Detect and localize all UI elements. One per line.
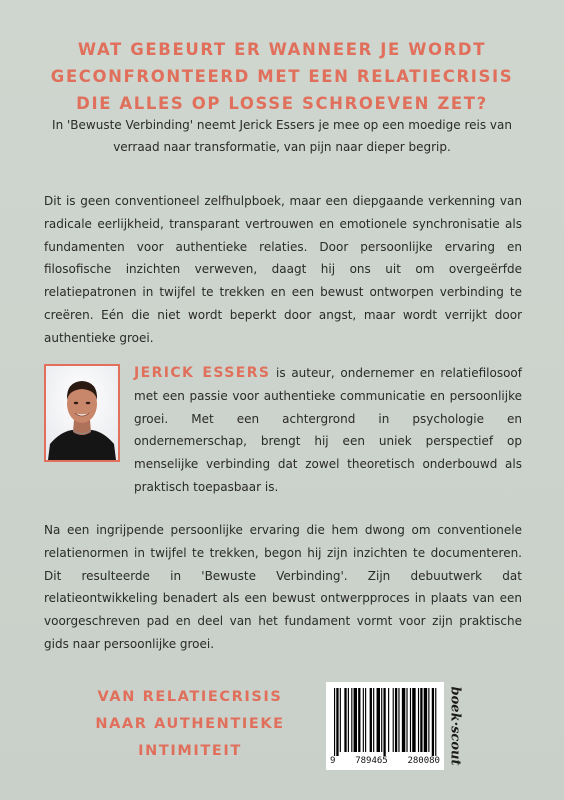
barcode-bar (370, 688, 372, 752)
barcode-bar (383, 688, 385, 756)
barcode-bar (351, 688, 352, 752)
isbn-digit-group: 789465 (355, 756, 388, 766)
barcode-bar (373, 688, 374, 752)
headline-line: WAT GEBEURT ER WANNEER JE WORDT (77, 40, 487, 59)
barcode-bar (344, 688, 346, 752)
author-bio-text: is auteur, ondernemer en relatiefilosoof met een passie voor authentieke communicatie en persoonlijke groei. Met een achtergrond in psychologie en ondernemerschap, brengt hij een uniek perspectief op menselijke verbinding dat zowel theoretisch onderbouwd als praktisch toepasbaar is. (134, 366, 522, 494)
barcode-bar (393, 688, 394, 752)
isbn-barcode (326, 682, 444, 770)
headline (0, 36, 564, 117)
intro-line: In 'Bewuste Verbinding' neemt Jerick Essers je mee op een moedige reis van (52, 118, 512, 132)
barcode-bar (420, 688, 422, 752)
author-photo (44, 364, 120, 462)
barcode-bar (388, 688, 389, 752)
publisher-name: boek·scout (447, 686, 463, 766)
barcode-bar (406, 688, 407, 752)
barcode-bar (354, 688, 357, 752)
barcode-bar (424, 688, 427, 752)
isbn-digit-group: 280080 (407, 756, 440, 766)
barcode-bar (377, 688, 380, 752)
barcode-bar (363, 688, 364, 752)
barcode-bar (410, 688, 411, 752)
background-paragraph: Na een ingrijpende persoonlijke ervaring die hem dwong om conventionele relatienormen in twijfel te trekken, begon hij zijn inzichten te documenteren. Dit resulteerde in 'Bewuste Verbinding'. Zijn debuutwerk dat relatieontwikkeling benadert als een bewust ontwerpproces in plaats van een voorgeschreven pad en deel van het fundament vormt voor zijn praktische gids naar persoonlijke groei. (44, 523, 522, 651)
intro-line: verraad naar transformatie, van pijn naar dieper begrip. (113, 140, 451, 154)
barcode-bar (432, 688, 434, 756)
description-paragraph: Dit is geen conventioneel zelfhulpboek, maar een diepgaande verkenning van radicale eerlijkheid, transparant vertrouwen en emotionele synchronisatie als fundamenten voor authentieke relaties. Door persoonlijke ervaring en filosofische inzichten verweven, daagt hij ons uit om overgeërfde relatiepatronen in twijfel te trekken en een bewust ontworpen verbinding te creëren. Eén die niet wordt beperkt door angst, maar wordt verrijkt door authentieke groei. (44, 194, 522, 345)
author-portrait-image (46, 366, 118, 460)
barcode-bars (326, 682, 444, 756)
publisher-logo (444, 678, 466, 774)
barcode-bar (435, 688, 436, 756)
tagline-line: NAAR AUTHENTIEKE (95, 716, 285, 732)
intro-text (40, 114, 524, 158)
barcode-bar (381, 688, 382, 752)
barcode-bar (348, 688, 349, 752)
barcode-bar (365, 688, 366, 752)
author-name: JERICK ESSERS (134, 365, 271, 381)
barcode-bar (358, 688, 360, 752)
barcode-bar (340, 688, 341, 752)
barcode-bar (395, 688, 397, 752)
barcode-bar (428, 688, 429, 752)
barcode-bar (402, 688, 405, 752)
tagline-line: INTIMITEIT (138, 743, 242, 759)
author-bio (134, 362, 522, 499)
tagline-line: VAN RELATIECRISIS (97, 689, 283, 705)
barcode-bar (336, 688, 338, 756)
barcode-bar (418, 688, 419, 752)
barcode-bar (398, 688, 399, 752)
headline-line: GECONFRONTEERD MET EEN RELATIECRISIS (50, 67, 514, 86)
tagline (70, 684, 310, 765)
barcode-bar (412, 688, 415, 752)
isbn-number (326, 756, 444, 766)
headline-line: DIE ALLES OP LOSSE SCHROEVEN ZET? (76, 94, 488, 113)
isbn-digit-group: 9 (330, 756, 336, 766)
barcode-bar (334, 688, 335, 756)
